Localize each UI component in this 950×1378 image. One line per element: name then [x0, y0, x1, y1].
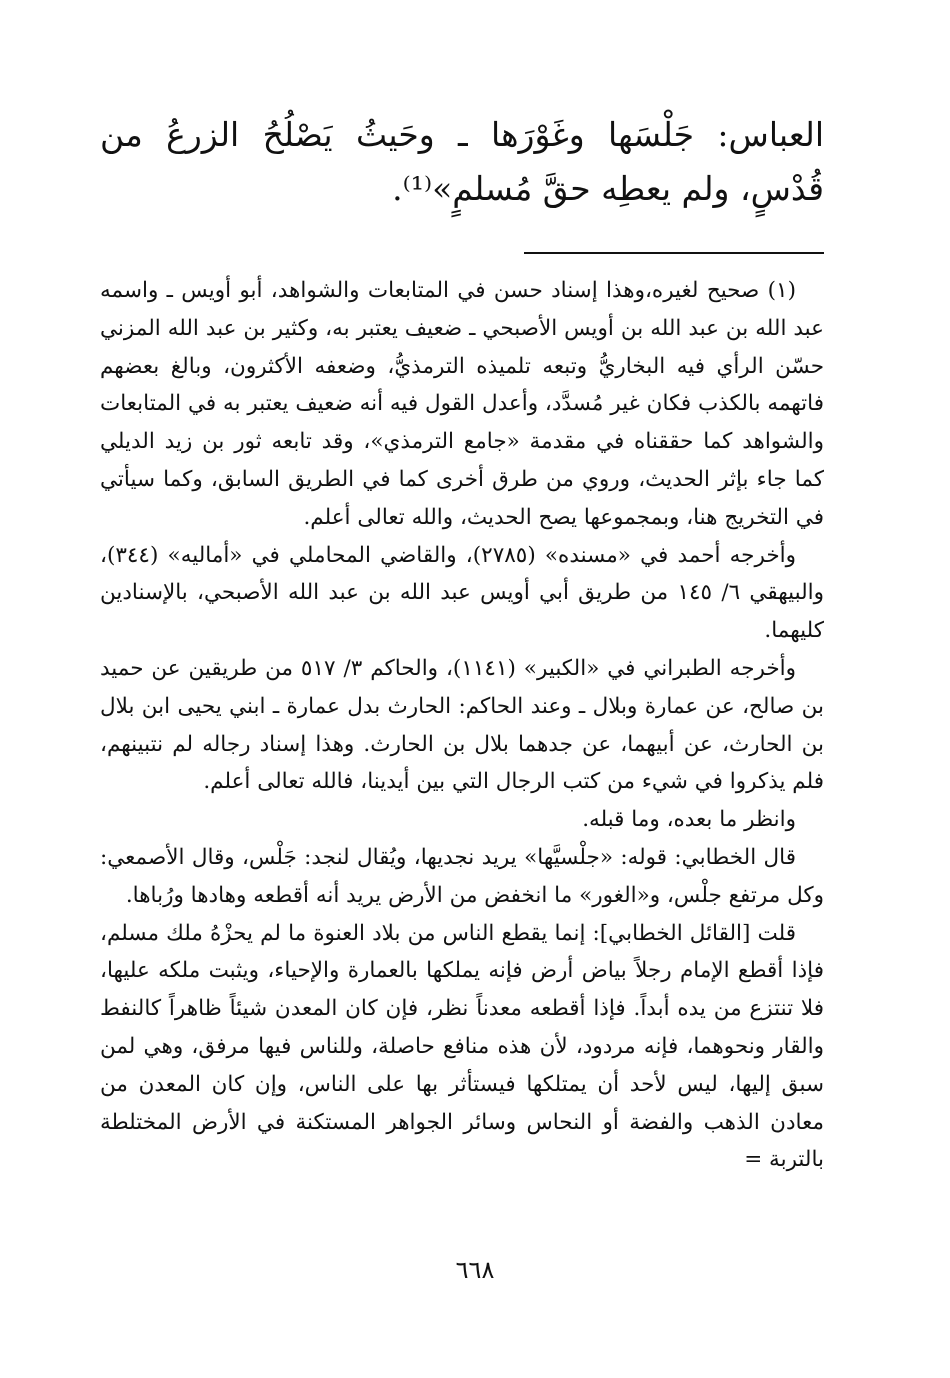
footnote-text: وانظر ما بعده، وما قبله.	[582, 807, 796, 833]
footnote-text: قلت [القائل الخطابي]: إنما يقطع الناس من بلاد العنوة ما لم يحزْهُ ملك مسلم، فإذا أقطع الإمام رجلاً بياض أرض فإنه يملكها بالعمارة والإحياء، ويثبت ملكه عليها، فلا تنتزع من يده أبداً. فإذا أقطعه معدناً نظر، فإن كان المعدن شيئاً ظاهراً كالنفط والقار ونحوهما، فإنه مردود، لأن هذه منافع حاصلة، وللناس فيها مرفق، وهي لمن سبق إليها، ليس لأحد أن يمتلكها فيستأثر بها على الناس، وإن كان المعدن من معادن الذهب والفضة أو النحاس وسائر الجواهر المستكنة في الأرض المختلطة بالتربة =	[100, 920, 824, 1173]
main-text: العباس: جَلْسَها وغَوْرَها ـ وحَيثُ يَصْلُحُ الزرعُ من قُدْسٍ، ولم يعطِه حقَّ مُسلمٍ»⁽¹⁾.	[100, 115, 824, 208]
page-body	[100, 108, 824, 1179]
footnote-paragraph	[100, 839, 824, 915]
footnote-text: قال الخطابي: قوله: «جلْسيَّها» يريد نجديها، ويُقال لنجد: جَلْس، وقال الأصمعي: وكل مرتفع جلْس، و«الغور» ما انخفض من الأرض يريد أنه أقطعه وهادها ورُباها.	[100, 844, 824, 908]
page-number: ٦٦٨	[455, 1256, 495, 1284]
footnote-paragraph	[100, 650, 824, 801]
footnotes	[100, 272, 824, 1179]
footnote-divider	[524, 252, 824, 254]
footnote-paragraph	[100, 801, 824, 839]
footnote-text: وأخرجه الطبراني في «الكبير» (١١٤١)، والحاكم ٣/ ٥١٧ من طريقين عن حميد بن صالح، عن عمارة وبلال ـ وعند الحاكم: الحارث بدل عمارة ـ ابني يحيى ابن بلال بن الحارث، عن أبيهما، عن جدهما بلال بن الحارث. وهذا إسناد رجاله لم نتبينهم، فلم يذكروا في شيء من كتب الرجال التي بين أيدينا، فالله تعالى أعلم.	[100, 655, 824, 795]
footnote-text: وأخرجه أحمد في «مسنده» (٢٧٨٥)، والقاضي المحاملي في «أماليه» (٣٤٤)، والبيهقي ٦/ ١٤٥ من طريق أبي أويس عبد الله بن عبد الله الأصبحي، بالإسنادين كليهما.	[100, 542, 825, 644]
footnote-paragraph	[100, 915, 824, 1180]
footnote-paragraph	[100, 272, 824, 537]
footnote-paragraph	[100, 537, 824, 650]
footnote-text: (١) صحيح لغيره،وهذا إسناد حسن في المتابعات والشواهد، أبو أويس ـ واسمه عبد الله بن عبد الله بن أويس الأصبحي ـ ضعيف يعتبر به، وكثير بن عبد الله المزني حسّن الرأي فيه البخاريُّ وتبعه تلميذه الترمذيُّ، وضعفه الأكثرون، وبالغ بعضهم فاتهمه بالكذب فكان غير مُسدَّد، وأعدل القول فيه أنه ضعيف يعتبر به في المتابعات والشواهد كما حققناه في مقدمة «جامع الترمذي»، وقد تابعه ثور بن زيد الديلي كما جاء بإثر الحديث، وروي من طرق أخرى كما في الطريق السابق، وكما سيأتي في التخريج هنا، وبمجموعها يصح الحديث، والله تعالى أعلم.	[100, 278, 824, 530]
